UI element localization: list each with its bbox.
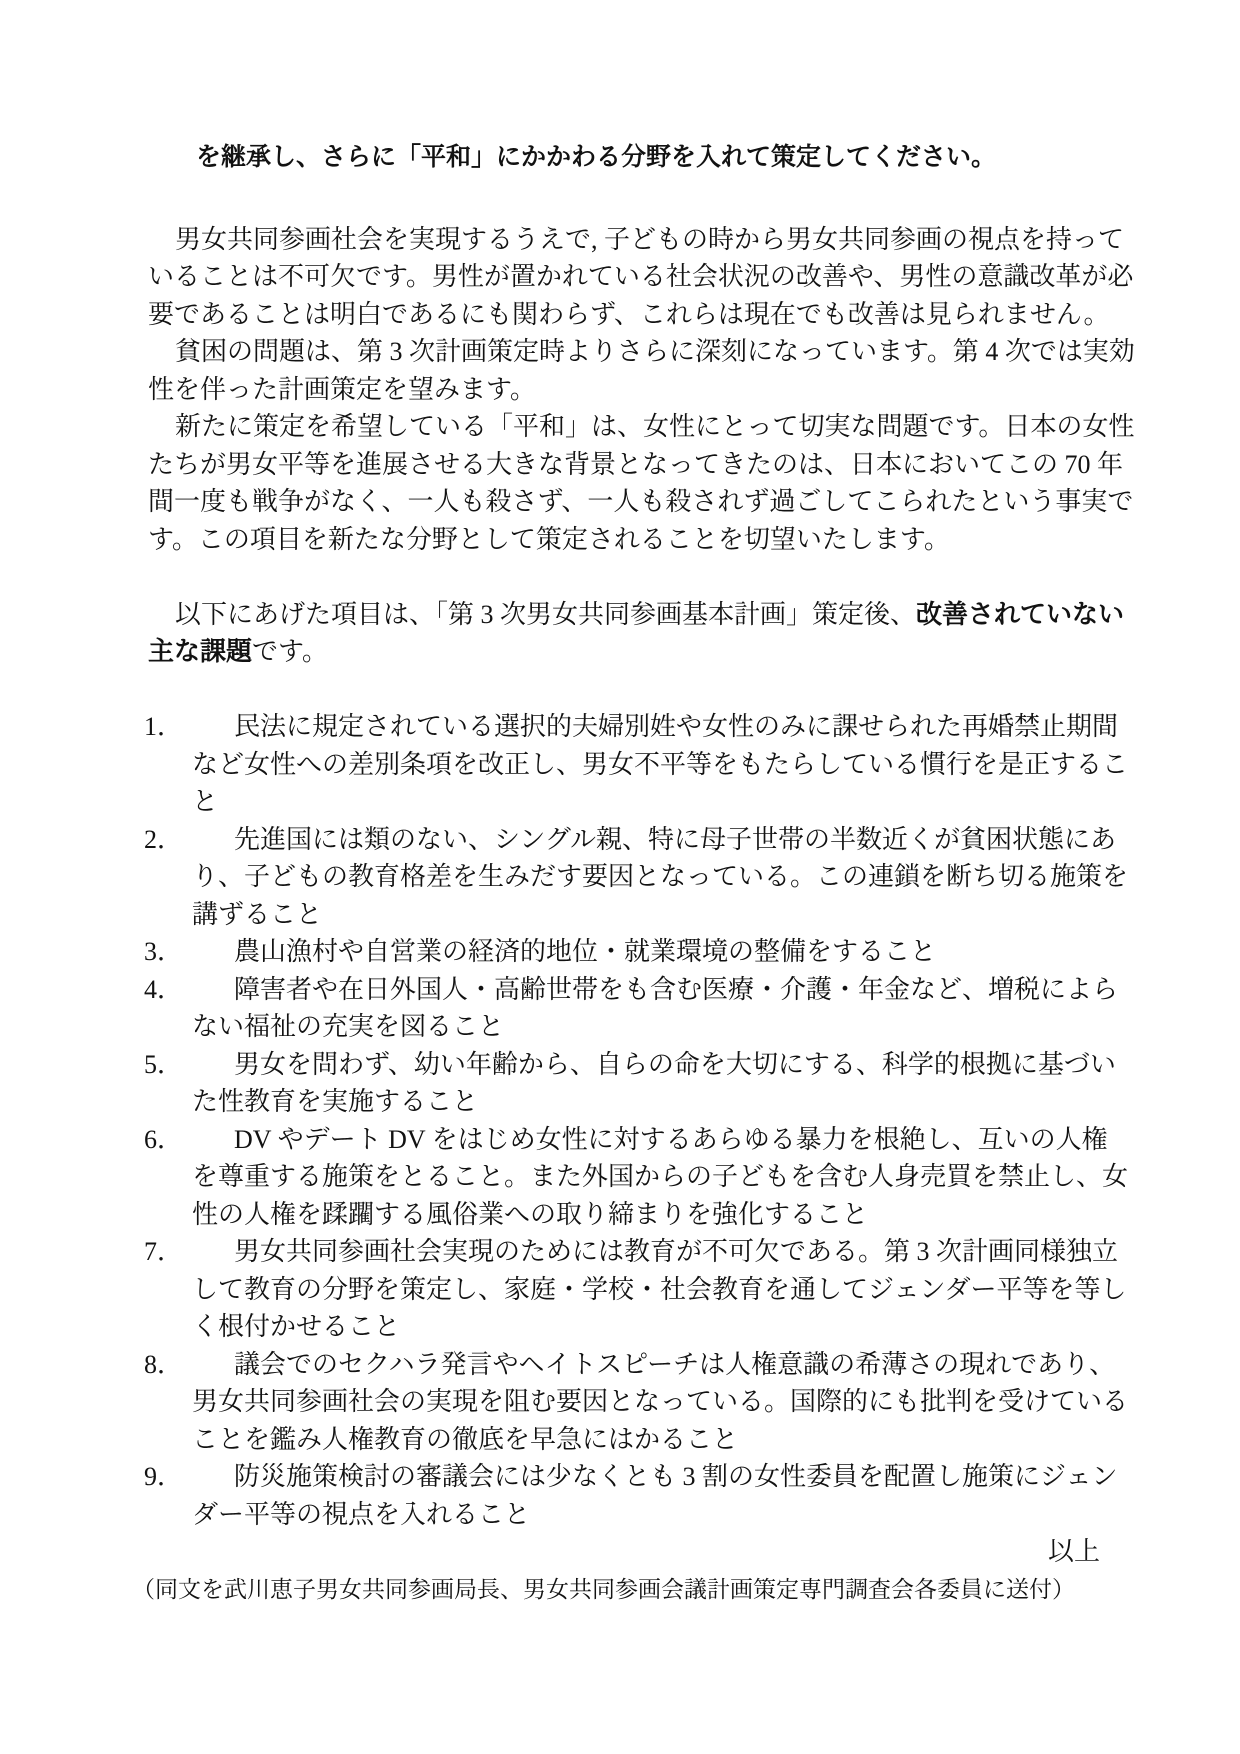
item-number: 3． bbox=[144, 937, 184, 966]
text-line: たちが男女平等を進展させる大きな背景となってきたのは、日本においてこの 70 年 bbox=[148, 449, 1124, 479]
lead-normal-text: です。 bbox=[252, 637, 328, 666]
text-line bbox=[148, 596, 1142, 634]
item-number: 2． bbox=[144, 824, 184, 854]
text-line bbox=[144, 1046, 1142, 1084]
text-line: 新たに策定を希望している「平和」は、女性にとって切実な問題です。日本の女性 bbox=[175, 412, 1135, 441]
text-line: 性の人権を蹂躙する風俗業への取り締まりを強化すること bbox=[192, 1199, 869, 1229]
item-text: 先進国には類のない、シングル親、特に母子世帯の半数近くが貧困状態にあ bbox=[234, 824, 1117, 854]
text-line: いることは不可欠です。男性が置かれている社会状況の改善や、男性の意識改革が必 bbox=[148, 262, 1134, 291]
text-line bbox=[144, 1121, 1142, 1159]
text-line: を尊重する施策をとること。また外国からの子どもを含む人身売買を禁止し、女 bbox=[192, 1162, 1129, 1191]
text-line bbox=[148, 633, 1142, 671]
closing-ijou: 以上 bbox=[1047, 1537, 1100, 1566]
text-line: 講ずること bbox=[192, 899, 323, 929]
text-line: して教育の分野を策定し、家庭・学校・社会教育を通してジェンダー平等を等し bbox=[192, 1274, 1127, 1304]
item-text: 男女共同参画社会実現のためには教育が不可欠である。第 3 次計画同様独立 bbox=[234, 1237, 1119, 1266]
list-item bbox=[144, 821, 1142, 934]
text-line: 貧困の問題は、第 3 次計画策定時よりさらに深刻になっています。第 4 次では実効 bbox=[175, 337, 1135, 366]
issue-list bbox=[144, 708, 1142, 1533]
item-text: 男女を問わず、幼い年齢から、自らの命を大切にする、科学的根拠に基づい bbox=[234, 1049, 1116, 1079]
text-line bbox=[144, 1458, 1142, 1496]
list-item bbox=[144, 708, 1142, 821]
text-line: ダー平等の視点を入れること bbox=[192, 1499, 531, 1529]
text-line bbox=[144, 933, 1142, 971]
text-line bbox=[144, 821, 1142, 859]
text-line: と bbox=[192, 787, 219, 816]
list-item bbox=[144, 1458, 1142, 1533]
item-text: 議会でのセクハラ発言やヘイトスピーチは人権意識の希薄さの現れであり、 bbox=[234, 1349, 1116, 1379]
lead-normal-text: 以下にあげた項目は、「第 3 次男女共同参画基本計画」策定後、 bbox=[175, 599, 917, 629]
item-text: 民法に規定されている選択的夫婦別姓や女性のみに課せられた再婚禁止期間 bbox=[234, 712, 1119, 741]
list-item bbox=[144, 933, 1142, 971]
text-line: た性教育を実施すること bbox=[192, 1087, 479, 1116]
text-line: 男女共同参画社会の実現を阻む要因となっている。国際的にも批判を受けている bbox=[192, 1387, 1129, 1416]
text-line: など女性への差別条項を改正し、男女不平等をもたらしている慣行を是正するこ bbox=[192, 749, 1129, 779]
list-item bbox=[144, 1233, 1142, 1346]
paragraph-3 bbox=[148, 408, 1142, 558]
item-text: 障害者や在日外国人・高齢世帯をも含む医療・介護・年金など、増税によら bbox=[234, 974, 1119, 1004]
text-line: ない福祉の充実を図ること bbox=[192, 1012, 505, 1041]
item-number: 7． bbox=[144, 1237, 184, 1266]
text-line: 性を伴った計画策定を望みます。 bbox=[148, 374, 536, 404]
list-item bbox=[144, 1121, 1142, 1234]
text-line bbox=[144, 971, 1142, 1009]
lead-bold-text: 主な課題 bbox=[148, 636, 253, 666]
item-number: 8． bbox=[144, 1349, 184, 1379]
text-line: 間一度も戦争がなく、一人も殺さず、一人も殺されず過ごしてこられたという事実で bbox=[148, 487, 1134, 516]
list-item bbox=[144, 1346, 1142, 1459]
item-number: 4． bbox=[144, 974, 184, 1004]
item-number: 1． bbox=[144, 712, 184, 741]
item-number: 6． bbox=[144, 1124, 184, 1154]
lead-bold-text: 改善されていない bbox=[916, 598, 1125, 629]
text-line: く根付かせること bbox=[192, 1312, 401, 1341]
text-line: す。この項目を新たな分野として策定されることを切望いたします。 bbox=[148, 524, 950, 554]
item-text: 防災施策検討の審議会には少なくとも 3 割の女性委員を配置し施策にジェン bbox=[234, 1462, 1118, 1491]
item-text: 農山漁村や自営業の経済的地位・就業環境の整備をすること bbox=[234, 937, 937, 966]
text-line bbox=[144, 1233, 1142, 1271]
item-number: 5． bbox=[144, 1049, 184, 1079]
text-line: 要であることは明白であるにも関わらず、これらは現在でも改善は見られません。 bbox=[148, 299, 1110, 329]
document-heading: を継承し、さらに「平和」にかかわる分野を入れて策定してください。 bbox=[196, 143, 997, 171]
text-line: り、子どもの教育格差を生みだす要因となっている。この連鎖を断ち切る施策を bbox=[192, 862, 1129, 891]
item-number: 9． bbox=[144, 1462, 184, 1491]
footnote: （同文を武川恵子男女共同参画局長、男女共同参画会議計画策定専門調査会各委員に送付） bbox=[132, 1576, 1075, 1602]
list-item bbox=[144, 1046, 1142, 1121]
text-line bbox=[144, 1346, 1142, 1384]
paragraph-2 bbox=[148, 333, 1142, 408]
text-line: ことを鑑み人権教育の徹底を早急にはかること bbox=[192, 1424, 739, 1454]
paragraph-1 bbox=[148, 221, 1142, 334]
text-line: 男女共同参画社会を実現するうえで, 子どもの時から男女共同参画の視点を持って bbox=[175, 224, 1125, 254]
lead-sentence bbox=[148, 596, 1142, 671]
list-item bbox=[144, 971, 1142, 1046]
item-text: DV やデート DV をはじめ女性に対するあらゆる暴力を根絶し、互いの人権 bbox=[234, 1124, 1108, 1154]
text-line bbox=[144, 708, 1142, 746]
